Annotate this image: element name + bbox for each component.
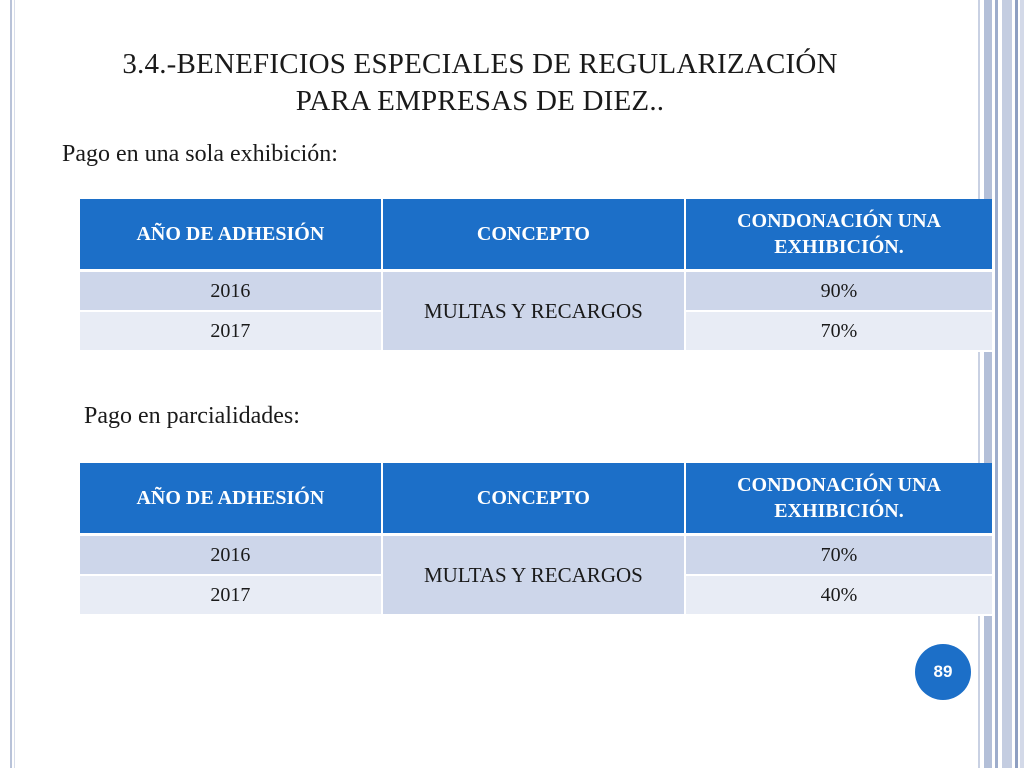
header-condonation: CONDONACIÓN UNA EXHIBICIÓN. [686,199,992,272]
right-decorative-stripes [978,0,1024,768]
header-concept: CONCEPTO [383,463,686,536]
slide-title-line-1: 3.4.-BENEFICIOS ESPECIALES DE REGULARIZACIÓN [122,48,838,80]
stripe [1020,0,1024,768]
header-year: AÑO DE ADHESIÓN [80,199,383,272]
condonation-cell: 70% [686,536,992,576]
left-border-line-thin [14,0,15,768]
header-concept: CONCEPTO [383,199,686,272]
stripe [995,0,998,768]
section-two-label: Pago en parcialidades: [84,403,300,429]
table-row [80,536,992,576]
stripe [1015,0,1018,768]
header-condonation: CONDONACIÓN UNA EXHIBICIÓN. [686,463,992,536]
page-number-badge: 89 [915,644,971,700]
header-year: AÑO DE ADHESIÓN [80,463,383,536]
concept-cell: MULTAS Y RECARGOS [383,272,686,352]
slide-title [40,46,920,120]
single-payment-table [80,199,992,352]
stripe [978,0,980,768]
section-one-label: Pago en una sola exhibición: [62,141,338,167]
installment-payment-table [80,463,992,616]
slide-title-line-2: PARA EMPRESAS DE DIEZ.. [295,85,665,117]
table-row [80,272,992,312]
condonation-cell: 70% [686,312,992,352]
year-cell: 2017 [80,576,383,616]
condonation-cell: 40% [686,576,992,616]
concept-cell: MULTAS Y RECARGOS [383,536,686,616]
stripe [1002,0,1012,768]
year-cell: 2016 [80,536,383,576]
table-header-row [80,463,992,536]
year-cell: 2017 [80,312,383,352]
stripe [984,0,992,768]
year-cell: 2016 [80,272,383,312]
left-border-line [10,0,12,768]
condonation-cell: 90% [686,272,992,312]
table-header-row [80,199,992,272]
